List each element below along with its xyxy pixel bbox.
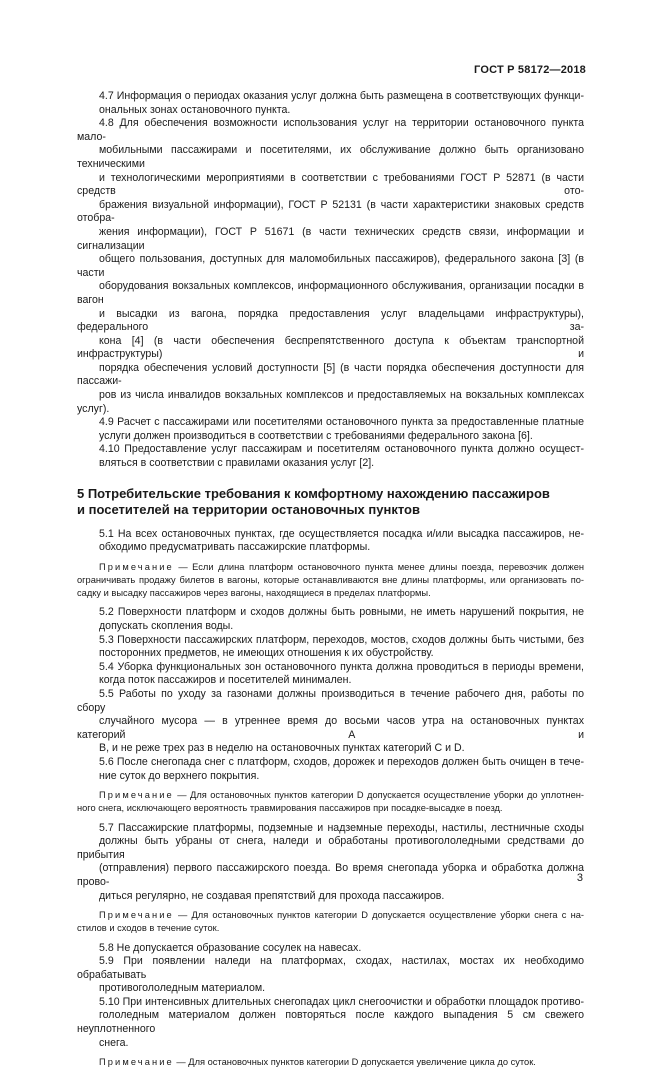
- text-line: 4.9 Расчет с пассажирами или посетителями остановочного пункта за предоставленные платные: [99, 416, 584, 429]
- text-line: диться регулярно, не создавая препятствий для прохода пассажиров.: [99, 889, 445, 902]
- paragraph-4-8: [77, 117, 584, 416]
- text-line: допускать скопления воды.: [99, 620, 234, 633]
- text-line: мобильными пассажирами и посетителями, их обслуживание должно быть организовано техническими: [77, 144, 584, 170]
- paragraph-5-10: [77, 996, 584, 1050]
- text-line: 5.7 Пассажирские платформы, подземные и надземные переходы, настилы, лестничные сходы: [99, 821, 584, 834]
- note-line: садку и высадку пассажиров через вагоны, находящиеся в пределах платформы.: [77, 588, 431, 599]
- note-line: Примечание — Для остановочных пунктов категории D допускается осуществление уборки снега с на-: [99, 910, 584, 921]
- text-line: 5.6 После снегопада снег с платформ, сходов, дорожек и переходов должен быть очищен в тече-: [99, 755, 584, 768]
- text-line: 4.8 Для обеспечения возможности использования услуг на территории остановочного пункта мало-: [77, 117, 584, 143]
- heading-line: и посетителей на территории остановочных пунктов: [77, 502, 420, 518]
- text-line: противогололедным материалом.: [99, 982, 266, 995]
- paragraph-5-2: [77, 606, 584, 633]
- note-5-10: [77, 1056, 584, 1069]
- text-line: ональных зонах остановочного пункта.: [99, 103, 291, 116]
- text-line: 5.5 Работы по уходу за газонами должны производиться в течение рабочего дня, работы по сбору: [77, 687, 584, 714]
- paragraph-4-10: [77, 443, 584, 470]
- text-line: жения информации), ГОСТ Р 51671 (в части технических средств связи, информации и сигнализации: [77, 225, 584, 252]
- text-line: 4.7 Информация о периодах оказания услуг должна быть размещена в соответствующих функци-: [99, 90, 584, 102]
- note-line: Примечание — Если длина платформ остановочного пункта менее длины поезда, перевозчик должен: [99, 561, 584, 572]
- note-5-6: [77, 789, 584, 815]
- text-line: ние суток до верхнего покрытия.: [99, 769, 260, 782]
- text-line: бражения визуальной информации), ГОСТ Р 52131 (в части характеристики знаковых средств отобра-: [77, 198, 584, 225]
- text-line: 5.10 При интенсивных длительных снегопадах цикл снегоочистки и обработки площадок противо-: [99, 995, 584, 1008]
- paragraph-5-3: [77, 634, 584, 661]
- note-line: ного снега, исключающего вероятность травмирования пассажиров при посадке-высадке в поезд.: [77, 803, 503, 814]
- paragraph-5-4: [77, 661, 584, 688]
- document-body: [77, 90, 584, 1069]
- text-line: В, и не реже трех раз в неделю на остановочных пунктах категорий С и D.: [99, 742, 465, 755]
- text-line: услуги должен производиться в соответствии с требованиями федерального закона [6].: [99, 429, 533, 442]
- text-line: когда поток пассажиров и посетителей минимален.: [99, 674, 352, 687]
- text-line: кона [4] (в части обеспечения беспрепятственного доступа к объектам транспортной инфраструктуры) и: [77, 334, 584, 361]
- text-line: порядка обеспечения условий доступности [5] (в части порядка обеспечения доступности для пассажи-: [77, 361, 584, 388]
- text-line: и высадки из вагона, порядка предоставления услуг владельцами инфраструктуры), федерального за-: [77, 307, 584, 334]
- text-line: 5.9 При появлении наледи на платформах, сходах, настилах, мостах их необходимо обрабатывать: [77, 955, 584, 981]
- text-line: общего пользования, доступных для маломобильных пассажиров), федерального закона [3] (в части: [77, 253, 584, 279]
- paragraph-4-7: [77, 90, 584, 117]
- text-line: должны быть убраны от снега, наледи и обработаны противогололедными средствами до прибытия: [77, 835, 584, 861]
- paragraph-4-9: [77, 416, 584, 443]
- text-line: вляться в соответствии с правилами оказания услуг [2].: [99, 457, 375, 470]
- note-5-1: [77, 561, 584, 601]
- note-line: стилов и сходов в течение суток.: [77, 923, 220, 934]
- text-line: гололедным материалом должен повторяться после каждого выпадения 5 см свежего неуплотненного: [77, 1009, 584, 1036]
- text-line: 5.2 Поверхности платформ и сходов должны быть ровными, не иметь нарушений покрытия, не: [99, 606, 584, 619]
- text-line: (отправления) первого пассажирского поезда. Во время снегопада уборка и обработка должна прово-: [77, 862, 584, 888]
- text-line: обходимо предусматривать пассажирские платформы.: [99, 541, 371, 554]
- paragraph-5-7: [77, 822, 584, 904]
- note-line: ограничивать продажу билетов в вагоны, которые останавливаются вне длины платформы, или организовать по-: [77, 575, 584, 586]
- note-line: Примечание — Для остановочных пунктов категории D допускается осуществление уборки до уплотнен-: [99, 790, 584, 801]
- page-number: 3: [576, 872, 583, 884]
- paragraph-5-9: [77, 955, 584, 996]
- paragraph-5-5: [77, 688, 584, 756]
- note-5-7: [77, 909, 584, 935]
- text-line: 5.8 Не допускается образование сосулек на навесах.: [99, 941, 362, 954]
- section-5-heading: [77, 486, 584, 519]
- text-line: 5.1 На всех остановочных пунктах, где осуществляется посадка и/или высадка пассажиров, не-: [99, 527, 584, 540]
- paragraph-5-8: [77, 942, 584, 956]
- text-line: снега.: [99, 1036, 129, 1049]
- text-line: и технологическими мероприятиями в соответствии с требованиями ГОСТ Р 52871 (в части средств ото-: [77, 171, 584, 198]
- text-line: 5.3 Поверхности пассажирских платформ, переходов, мостов, сходов должны быть чистыми, без: [99, 633, 584, 646]
- note-line: Примечание — Для остановочных пунктов категории D допускается увеличение цикла до суток.: [99, 1057, 536, 1068]
- text-line: 5.4 Уборка функциональных зон остановочного пункта должна проводиться в периоды времени,: [99, 660, 584, 673]
- heading-line: 5 Потребительские требования к комфортному нахождению пассажиров: [77, 485, 550, 501]
- document-code-header: ГОСТ Р 58172—2018: [474, 64, 586, 76]
- text-line: ров из числа инвалидов вокзальных комплексов и предоставляемых на вокзальных комплексах услуг).: [77, 389, 584, 415]
- text-line: случайного мусора — в утреннее время до восьми часов утра на остановочных пунктах категорий А и: [77, 715, 584, 741]
- paragraph-5-6: [77, 756, 584, 783]
- text-line: 4.10 Предоставление услуг пассажирам и посетителям остановочного пункта должно осущест-: [99, 443, 584, 456]
- text-line: оборудования вокзальных комплексов, информационного обслуживания, организации посадки в вагон: [77, 280, 584, 306]
- text-line: посторонних предметов, не имеющих отношения к их обустройству.: [99, 647, 434, 660]
- paragraph-5-1: [77, 528, 584, 555]
